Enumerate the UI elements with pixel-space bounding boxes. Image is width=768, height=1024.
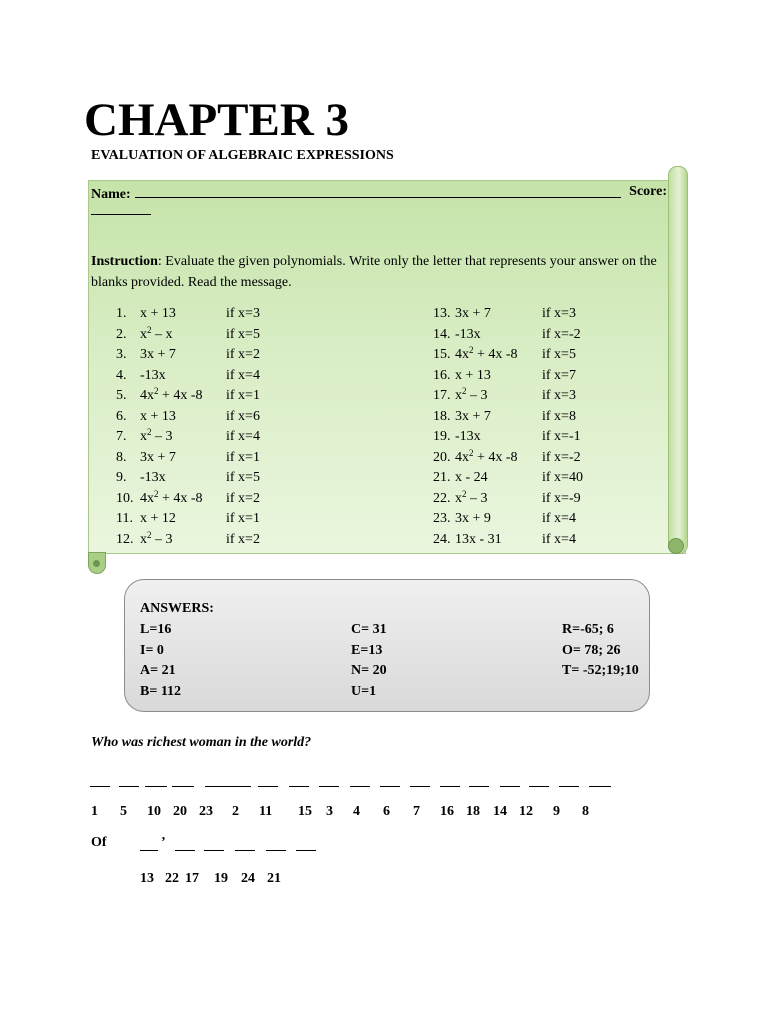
problem-number: 9. — [116, 470, 127, 485]
answer-blank[interactable] — [266, 850, 286, 851]
answers-title: ANSWERS: — [140, 601, 214, 616]
problem-number: 23. — [433, 511, 451, 526]
answer-blank[interactable] — [469, 786, 489, 787]
answer-key: E=13 — [351, 642, 383, 658]
problem-expression: 3x + 7 — [140, 449, 176, 465]
problem-number: 10. — [116, 490, 134, 506]
problem-number: 20. — [433, 449, 451, 465]
problem-number: 12. — [116, 531, 134, 547]
problem-condition: if x=-2 — [542, 326, 581, 342]
instruction — [91, 251, 681, 293]
answer-key: U=1 — [351, 683, 377, 699]
chapter-title: CHAPTER 3 — [84, 94, 350, 146]
problem-expression: $4x^2 + 4x$ -8 — [140, 386, 203, 403]
problem-expression: 3x + 7 — [455, 306, 491, 321]
blank-number: 6 — [383, 804, 390, 819]
blank-number: 18 — [466, 804, 480, 819]
problem-expression: $4x^2 + 4x$ -8 — [140, 488, 203, 506]
problem-condition: if x=5 — [542, 347, 576, 362]
problem-condition: if x=1 — [226, 449, 260, 465]
problem-condition: if x=4 — [226, 429, 260, 444]
problem-number: 16. — [433, 367, 451, 383]
blank-number: 24 — [241, 871, 255, 886]
instruction-text: : Evaluate the given polynomials. Write only the letter that represents your answer on the blanks provided. Read the message. — [91, 254, 657, 290]
answer-key: R=-65; 6 — [562, 622, 614, 637]
answer-blank[interactable] — [589, 786, 611, 787]
problem-expression: $x^2 - 3$ — [140, 427, 173, 444]
answer-blank[interactable] — [440, 786, 460, 787]
problem-number: 8. — [116, 449, 127, 465]
problem-expression: $4x^2 + 4x$ -8 — [455, 345, 518, 362]
blank-number: 8 — [582, 804, 589, 819]
problem-number: 7. — [116, 429, 127, 444]
problem-expression: -13x — [140, 367, 166, 383]
blank-number: 4 — [353, 804, 360, 819]
problem-condition: if x=2 — [226, 531, 260, 547]
problem-expression: $x^2 - 3$ — [455, 386, 488, 403]
blank-number: 23 — [199, 804, 213, 819]
problem-condition: if x=4 — [226, 367, 260, 383]
blank-number: 10 — [147, 804, 161, 819]
answer-key: N= 20 — [351, 663, 387, 678]
answer-blank[interactable] — [258, 786, 278, 787]
problem-condition: if x=4 — [542, 531, 576, 547]
answer-blank[interactable] — [529, 786, 549, 787]
name-line — [91, 183, 667, 204]
answer-blank[interactable] — [559, 786, 579, 787]
apostrophe: ’ — [161, 835, 166, 850]
problem-expression: 3x + 7 — [455, 408, 491, 424]
problem-number: 13. — [433, 306, 451, 321]
answer-blank[interactable] — [500, 786, 520, 787]
problem-number: 24. — [433, 531, 451, 547]
problem-condition: if x=3 — [226, 306, 260, 321]
problem-expression: -13x — [455, 326, 481, 342]
problem-number: 4. — [116, 367, 127, 383]
problem-number: 22. — [433, 490, 451, 506]
problem-condition: if x=6 — [226, 408, 260, 424]
blank-number: 17 — [185, 871, 199, 886]
problem-number: 19. — [433, 429, 451, 444]
answer-blank[interactable] — [289, 786, 309, 787]
problem-expression: x + 12 — [140, 511, 176, 526]
problem-number: 5. — [116, 388, 127, 403]
answer-blank[interactable] — [296, 850, 316, 851]
problem-condition: if x=1 — [226, 511, 260, 526]
blank-number: 7 — [413, 804, 420, 819]
problem-number: 15. — [433, 347, 451, 362]
answer-key: T= -52;19;10 — [562, 663, 639, 678]
scroll-right-roll — [668, 166, 688, 554]
problem-number: 17. — [433, 388, 451, 403]
name-blank[interactable] — [135, 183, 621, 198]
problem-number: 11. — [116, 511, 133, 526]
problem-expression: 3x + 7 — [140, 347, 176, 362]
problem-condition: if x=8 — [542, 408, 576, 424]
problem-condition: if x=3 — [542, 306, 576, 321]
problem-number: 2. — [116, 326, 127, 342]
blank-number: 2 — [232, 804, 239, 819]
answer-blank[interactable] — [319, 786, 339, 787]
answer-key: A= 21 — [140, 663, 176, 678]
problem-expression: $x^2 - 3$ — [140, 529, 173, 547]
problem-condition: if x=2 — [226, 490, 260, 506]
blank-number: 3 — [326, 804, 333, 819]
score-blank[interactable] — [91, 214, 151, 215]
problem-condition: if x=40 — [542, 470, 583, 485]
problem-condition: if x=5 — [226, 470, 260, 485]
problem-expression: -13x — [455, 429, 481, 444]
blank-number: 1 — [91, 804, 98, 819]
answer-blank[interactable] — [380, 786, 400, 787]
answer-blank[interactable] — [175, 850, 195, 851]
problem-expression: 13x - 31 — [455, 531, 502, 547]
answer-key: I= 0 — [140, 642, 164, 658]
answer-blank[interactable] — [172, 786, 194, 787]
blank-number: 12 — [519, 804, 533, 819]
problem-expression: x + 13 — [140, 306, 176, 321]
of-label: Of — [91, 835, 107, 850]
blank-number: 20 — [173, 804, 187, 819]
blank-number: 22 — [165, 871, 179, 886]
scroll-right-curl — [668, 538, 684, 554]
problem-number: 1. — [116, 306, 127, 321]
question: Who was richest woman in the world? — [91, 735, 312, 750]
problem-expression: $x^2$ – x — [140, 324, 173, 342]
problem-expression: x - 24 — [455, 470, 488, 485]
problem-expression: x + 13 — [455, 367, 491, 383]
problem-condition: if x=5 — [226, 326, 260, 342]
instruction-label: Instruction — [91, 254, 158, 269]
problem-expression: $4x^2 + 4x$ -8 — [455, 447, 518, 465]
problem-number: 14. — [433, 326, 451, 342]
name-label: Name: — [91, 187, 131, 202]
problem-number: 18. — [433, 408, 451, 424]
problem-expression: $x^2 - 3$ — [455, 488, 488, 506]
answer-blank[interactable] — [235, 850, 255, 851]
problem-condition: if x=2 — [226, 347, 260, 362]
answer-blank[interactable] — [119, 786, 139, 787]
blank-number: 14 — [493, 804, 507, 819]
problem-condition: if x=-2 — [542, 449, 581, 465]
answer-blank[interactable] — [145, 786, 167, 787]
blank-number: 9 — [553, 804, 560, 819]
blank-number: 19 — [214, 871, 228, 886]
problem-number: 3. — [116, 347, 127, 362]
answer-blank[interactable] — [410, 786, 430, 787]
problem-condition: if x=4 — [542, 511, 576, 526]
answer-blank[interactable] — [204, 850, 224, 851]
score-label: Score: — [629, 184, 667, 199]
answer-key: O= 78; 26 — [562, 642, 621, 658]
answer-key: L=16 — [140, 622, 172, 637]
problem-condition: if x=3 — [542, 388, 576, 403]
chapter-subtitle: EVALUATION OF ALGEBRAIC EXPRESSIONS — [91, 148, 394, 163]
problem-number: 21. — [433, 470, 451, 485]
blank-number: 5 — [120, 804, 127, 819]
blank-number: 16 — [440, 804, 454, 819]
problem-condition: if x=1 — [226, 388, 260, 403]
problem-condition: if x=-1 — [542, 429, 581, 444]
answer-blank[interactable] — [90, 786, 110, 787]
blank-number: 15 — [298, 804, 312, 819]
problem-expression: 3x + 9 — [455, 511, 491, 526]
answer-blank[interactable] — [350, 786, 370, 787]
problem-expression: -13x — [140, 470, 166, 485]
problem-condition: if x=-9 — [542, 490, 581, 506]
scroll-left-curl-dot — [93, 560, 100, 567]
blank-number: 11 — [259, 804, 273, 819]
blank-number: 21 — [267, 871, 281, 886]
answer-key: C= 31 — [351, 622, 387, 637]
blank-number: 13 — [140, 871, 154, 886]
answer-blank[interactable] — [140, 850, 158, 851]
problem-number: 6. — [116, 408, 127, 424]
problem-condition: if x=7 — [542, 367, 576, 383]
answer-key: B= 112 — [140, 683, 182, 699]
answer-blank[interactable] — [205, 786, 251, 787]
problem-expression: x + 13 — [140, 408, 176, 424]
